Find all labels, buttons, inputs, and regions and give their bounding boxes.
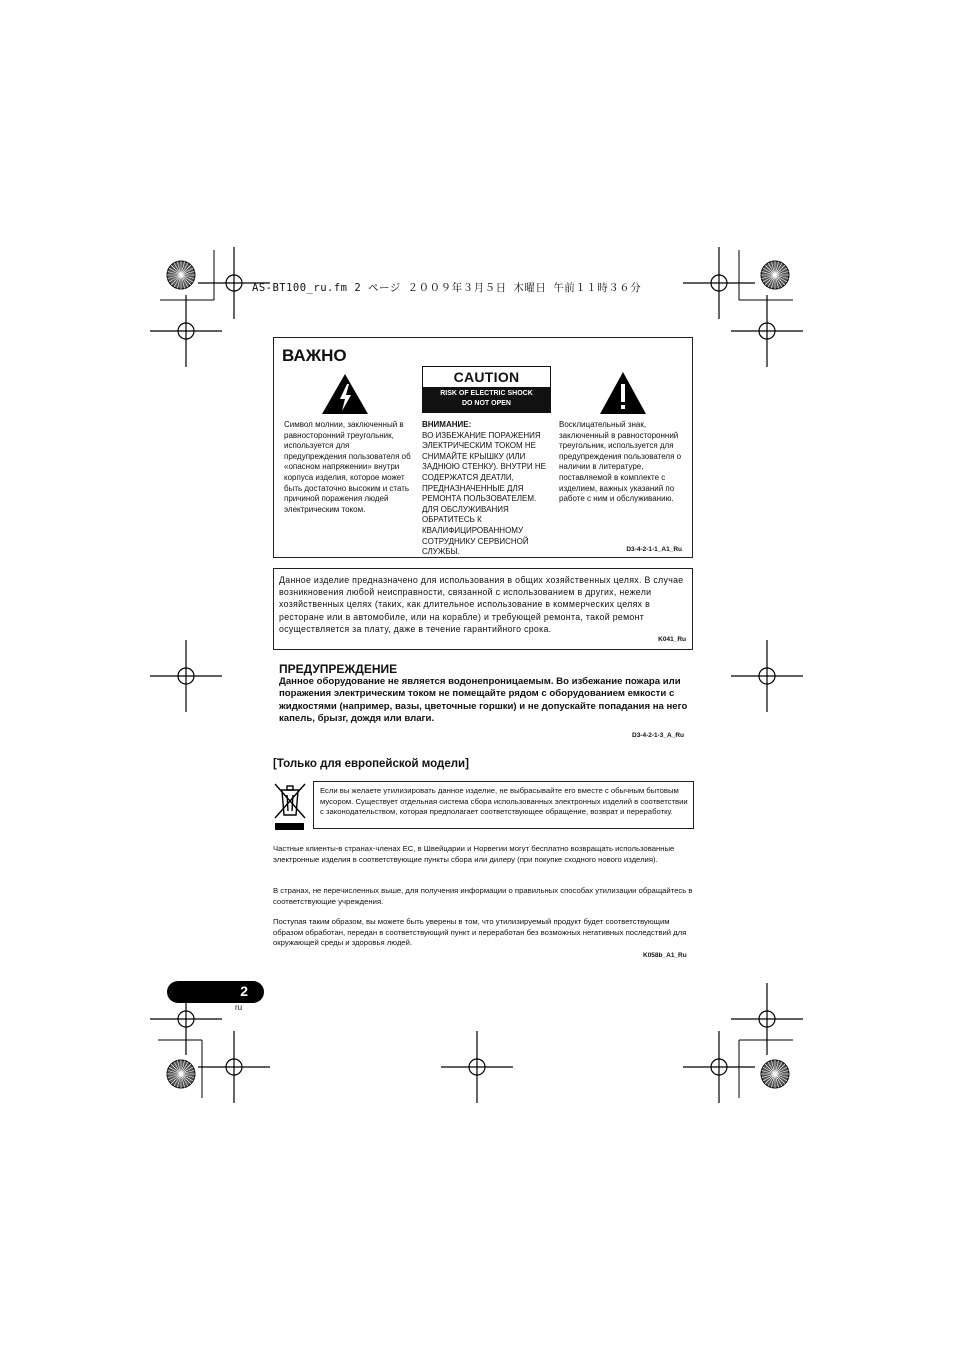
- file-header: AS-BT100_ru.fm 2 ページ ２００９年３月５日 木曜日 午前１１時３６分: [252, 282, 642, 294]
- caution-label-title: CAUTION: [453, 369, 520, 385]
- warning-text: Данное оборудование не является водонепроницаемым. Во избежание пожара или поражения электрическим током не помещайте рядом с оборудованием емкости с жидкостями (например, вазы, цветочные горшки) и не допускайте попадания на него капель, брызг, дождя или влаги.: [279, 676, 688, 725]
- lightning-description: Символ молнии, заключенный в равносторонний треугольник, используется для предупреждения пользователя об «опасном напряжении» внутри корпуса изделия, которое может быть достаточно высоким и стать причиной поражения людей электрическим током.: [284, 420, 411, 514]
- household-code: K041_Ru: [658, 636, 686, 643]
- disposal-paragraph-3: Поступая таким образом, вы можете быть уверены в том, что утилизируемый продукт будет соответствующим образом обработан, передан в соответствующий пункт и переработан без возможных негативных последствий для окружающей среды и здоровья людей.: [273, 917, 687, 948]
- crossed-bin-icon: [273, 781, 307, 831]
- caution-heading: ВНИМАНИЕ:: [422, 420, 472, 429]
- lightning-warning-icon: [320, 372, 370, 416]
- exclamation-warning-icon: [598, 370, 648, 416]
- european-code: K058b_A1_Ru: [643, 952, 687, 959]
- household-use-text: Данное изделие предназначено для использования в общих хозяйственных целях. В случае возникновения любой неисправности, связанной с использованием в других, нежели хозяйственных целях (таких, как длительное использование в коммерческих целях в ресторане или в автомобиле, или на корабле) и требующей ремонта, такой ремонт осуществляется за плату, даже в течение гарантийного срока.: [279, 575, 684, 634]
- european-model-title: [Только для европейской модели]: [273, 758, 469, 770]
- language-code: ru: [235, 1003, 243, 1012]
- exclamation-description: Восклицательный знак, заключенный в равносторонний треугольник, используется для предупреждения пользователя о наличии в литературе, поставляемой в комплекте с изделием, важных указаний по работе с ним и обслуживанию.: [559, 420, 682, 504]
- warning-code: D3-4-2-1-3_A_Ru: [632, 732, 685, 739]
- important-title: ВАЖНО: [282, 346, 347, 365]
- important-code: D3-4-2-1-1_A1_Ru: [626, 546, 682, 553]
- caution-text: ВО ИЗБЕЖАНИЕ ПОРАЖЕНИЯ ЭЛЕКТРИЧЕСКИМ ТОКОМ НЕ СНИМАЙТЕ КРЫШКУ (ИЛИ ЗАДНЮЮ СТЕНКУ). ВНУТРИ НЕ СОДЕРЖАТСЯ ДЕАТЛИ, ПРЕДНАЗНАЧЕННЫЕ ДЛЯ РЕМОНТА ПОЛЬЗОВАТЕЛЕМ. ДЛЯ ОБСЛУЖИВАНИЯ ОБРАТИТЕСЬ К КВАЛИФИЦИРОВАННОМУ СОТРУДНИКУ СЕРВИСНОЙ СЛУЖБЫ.: [422, 430, 546, 557]
- disposal-text: Если вы желаете утилизировать данное изделие, не выбрасывайте его вместе с обычным бытовым мусором. Существует отдельная система сбора использованных электронных изделий в соответствии с законодательством, которая предполагает соответствующее обращение, возврат и переработку.: [320, 786, 688, 817]
- household-use-box: [273, 568, 693, 650]
- caution-label: [422, 366, 551, 413]
- disposal-box: [313, 781, 694, 829]
- warning-title: ПРЕДУПРЕЖДЕНИЕ: [279, 662, 398, 676]
- page-number: 2: [240, 983, 248, 999]
- page-number-badge: [167, 981, 264, 1003]
- disposal-paragraph-1: Частные клиенты-в странах-членах ЕС, в Швейцарии и Норвегии могут бесплатно возвращать использованные электронные изделия в соответствующие пункты сбора или дилеру (при покупке сходного нового изделия).: [273, 844, 675, 864]
- caution-label-subtitle: RISK OF ELECTRIC SHOCK DO NOT OPEN: [423, 387, 550, 412]
- caution-description: [422, 420, 554, 558]
- important-box: [273, 337, 693, 558]
- disposal-paragraph-2: В странах, не перечисленных выше, для получения информации о правильных способах утилизации обращайтесь в соответствующие учреждения.: [273, 886, 693, 906]
